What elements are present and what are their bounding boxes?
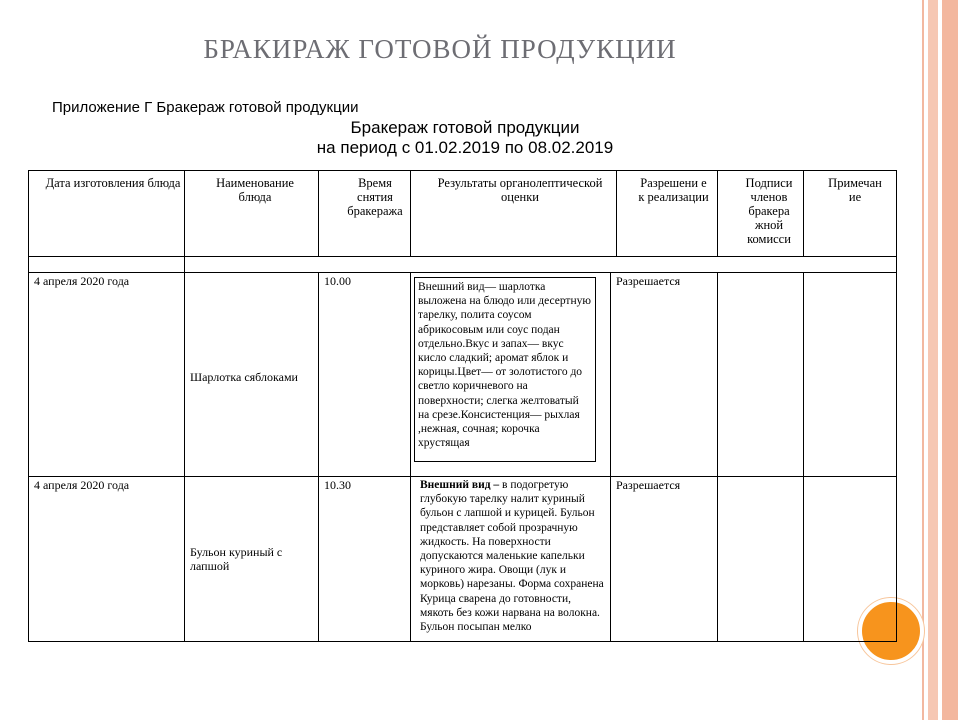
slide-title: БРАКИРАЖ ГОТОВОЙ ПРОДУКЦИИ: [203, 34, 677, 64]
header-permit: Разрешени е к реализации: [638, 176, 709, 204]
header-signatures: [738, 176, 800, 246]
row1-date: 4 апреля 2020 года: [34, 274, 130, 288]
header-result: Результаты органолептической оценки: [437, 176, 603, 204]
row2-result-text: в подогретую глубокую тарелку налит куриный бульон с лапшой и курицей. Бульон представляет собой прозрачную жидкость. На поверхности допускаются маленькие капельки куриного жира. Овощи (лук и морковь) нарезаны. Форма сохранена Курица сварена до готовности, мякоть без кожи нарвана на волокна. Бульон посыпан мелко: [420, 479, 604, 634]
row2-date: 4 апреля 2020 года: [34, 478, 130, 492]
row2-permit: Разрешается: [616, 478, 681, 492]
row1-permit: Разрешается: [616, 274, 681, 288]
document-title-line2: на период с 01.02.2019 по 08.02.2019: [316, 138, 614, 157]
header-dish: Наименование блюда: [216, 176, 294, 204]
header-time: Время снятия бракеража: [347, 176, 403, 218]
row2-dish: Бульон куриный с лапшой: [190, 545, 283, 573]
appendix-title: Приложение Г Бракераж готовой продукции: [52, 99, 359, 116]
row1-time: 10.00: [324, 274, 351, 288]
header-signatures-text: Подписи членов бракера жной комисси: [745, 176, 793, 246]
document-title: [300, 118, 630, 158]
header-date: Дата изготовления блюда: [45, 176, 181, 190]
document-title-line1: Бракераж готовой продукции: [350, 118, 580, 137]
header-notes: Примечан ие: [828, 176, 882, 204]
row2-result-label: Внешний вид –: [420, 479, 500, 491]
decorative-stripes: [916, 0, 960, 720]
row1-result: Внешний вид— шарлотка выложена на блюдо или десертную тарелку, полита соусом абрикосовым или соус подан отдельно.Вкус и запах— вкус кисло сладкий; аромат яблок и корицы.Цвет— от золотистого до светло коричневого на поверхности; слегка желтоватый на срезе.Консистенция— рыхлая ,нежная, сочная; корочка хрустящая: [418, 281, 591, 450]
row2-result: [420, 478, 606, 634]
row2-time: 10.30: [324, 478, 351, 492]
row1-dish: Шарлотка сяблоками: [190, 370, 298, 384]
